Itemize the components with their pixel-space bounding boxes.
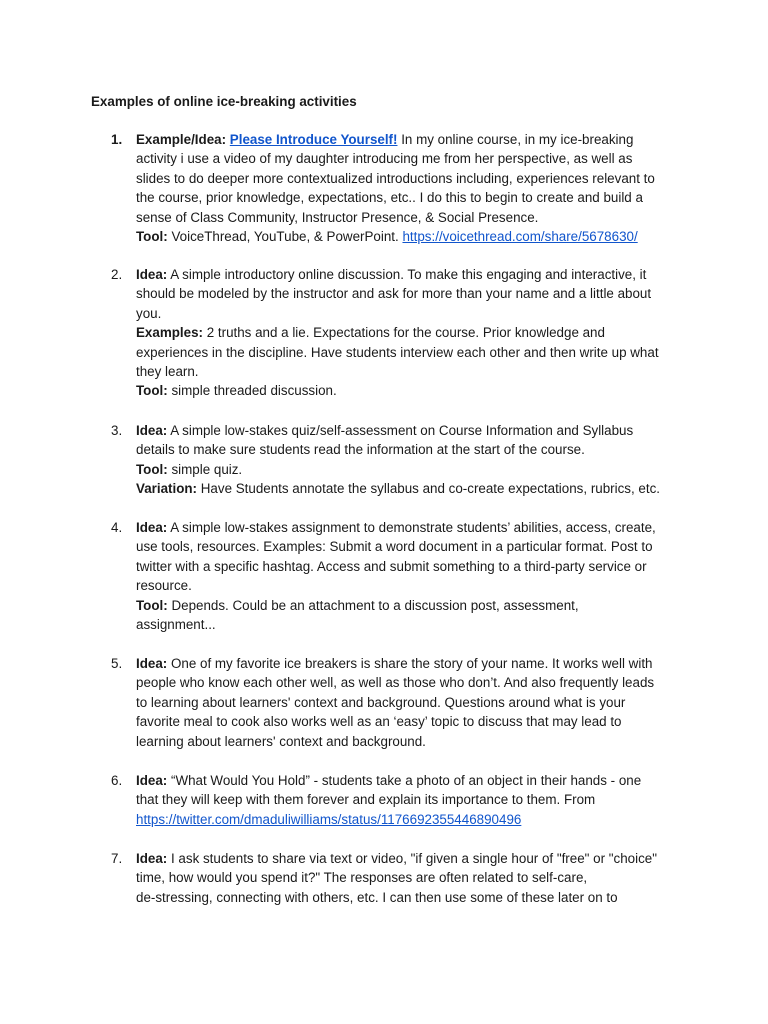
item-line: [136, 130, 696, 149]
document-title: Examples of online ice-breaking activities: [91, 94, 357, 109]
list-item: [111, 771, 696, 829]
tool-label: Tool:: [136, 383, 168, 399]
item-line: they learn.: [136, 364, 199, 380]
tool-label: Tool:: [136, 597, 168, 613]
item-line: favorite meal to cook also works well as an ‘easy’ topic to discuss that may lead to: [136, 714, 622, 730]
tool-text: Depends. Could be an attachment to a discussion post, assessment,: [167, 597, 579, 613]
item-line: people who know each other well, as well as those who don’t. And also frequently leads: [136, 675, 655, 691]
please-introduce-yourself-link[interactable]: Please Introduce Yourself!: [229, 132, 398, 147]
twitter-link[interactable]: https://twitter.com/dmaduliwilliams/status/1176692355446890496: [136, 811, 522, 827]
item-label: Idea:: [136, 520, 168, 535]
tool-text: VoiceThread, YouTube, & PowerPoint.: [167, 229, 403, 245]
item-line: should be modeled by the instructor and ask for more than your name and a little about: [136, 286, 652, 302]
item-number: 7.: [111, 851, 123, 866]
item-line: [136, 381, 696, 400]
item-number: 4.: [111, 520, 123, 535]
item-line: details to make sure students read the information at the start of the course.: [136, 442, 585, 458]
item-number: 1.: [111, 132, 123, 147]
item-text: In my online course, in my ice-breaking: [397, 132, 634, 147]
list-item: [111, 421, 696, 499]
item-text: “What Would You Hold” - students take a photo of an object in their hands - one: [167, 773, 642, 788]
item-line: to learning about learners' context and background. Questions around what is your: [136, 694, 626, 710]
examples-label: Examples:: [136, 325, 203, 341]
tool-label: Tool:: [136, 229, 168, 245]
item-line: that they will keep with them forever and explain its importance to them. From: [136, 792, 596, 808]
item-label: Idea:: [136, 773, 168, 788]
voicethread-link[interactable]: https://voicethread.com/share/5678630/: [402, 229, 638, 245]
item-line: [136, 421, 696, 440]
item-number: 3.: [111, 423, 123, 438]
item-line: you.: [136, 305, 162, 321]
item-line: [136, 265, 696, 284]
item-line: time, how would you spend it?" The responses are often related to self-care,: [136, 870, 588, 886]
item-line: [136, 479, 696, 498]
list-item: [111, 654, 696, 751]
list-item: [111, 849, 696, 907]
item-line: resource.: [136, 578, 192, 594]
item-line: use tools, resources. Examples: Submit a word document in a particular format. Post to: [136, 539, 653, 555]
tool-text: simple quiz.: [167, 461, 243, 477]
item-label: Idea:: [136, 851, 168, 866]
tool-text: simple threaded discussion.: [167, 383, 337, 399]
item-line: experiences in the discipline. Have students interview each other and then write up what: [136, 344, 659, 360]
item-line: [136, 810, 696, 829]
item-line: [136, 849, 696, 868]
item-number: 6.: [111, 773, 123, 788]
item-line: [136, 518, 696, 537]
item-line: activity i use a video of my daughter introducing me from her perspective, as well as: [136, 151, 633, 167]
item-number: 2.: [111, 267, 123, 282]
item-line: slides to do deeper more contextualized introductions including, experiences relevant to: [136, 170, 655, 186]
list-item: [111, 518, 696, 634]
variation-label: Variation:: [136, 481, 198, 497]
item-line: sense of Class Community, Instructor Presence, & Social Presence.: [136, 209, 539, 225]
item-number: 5.: [111, 656, 123, 671]
item-text: One of my favorite ice breakers is share the story of your name. It works well with: [167, 656, 653, 671]
item-line: the course, prior knowledge, expectations, etc.. I do this to begin to create and build a: [136, 190, 643, 206]
variation-text: Have Students annotate the syllabus and co-create expectations, rubrics, etc.: [197, 481, 661, 497]
item-text: A simple low-stakes assignment to demonstrate students’ abilities, access, create,: [167, 520, 656, 535]
item-line: twitter with a specific hashtag. Access and submit something to a third-party service or: [136, 558, 647, 574]
item-label: Example/Idea:: [136, 132, 227, 147]
examples-text: 2 truths and a lie. Expectations for the course. Prior knowledge and: [203, 325, 605, 341]
list-item: [111, 265, 696, 401]
item-line: learning about learners' context and background.: [136, 733, 426, 749]
item-line: [136, 596, 696, 615]
item-line: [136, 654, 696, 673]
list-item: [111, 130, 696, 246]
item-label: Idea:: [136, 423, 168, 438]
item-label: Idea:: [136, 656, 168, 671]
item-line: assignment...: [136, 617, 216, 633]
item-line: [136, 460, 696, 479]
item-line: [136, 227, 696, 246]
item-text: I ask students to share via text or video, "if given a single hour of "free" or "choice": [167, 851, 657, 866]
item-text: A simple low-stakes quiz/self-assessment on Course Information and Syllabus: [167, 423, 634, 438]
tool-label: Tool:: [136, 461, 168, 477]
item-line: [136, 771, 696, 790]
item-text: A simple introductory online discussion. To make this engaging and interactive, it: [167, 267, 647, 282]
item-line: de-stressing, connecting with others, etc. I can then use some of these later on to: [136, 889, 618, 905]
item-line: [136, 323, 696, 342]
item-label: Idea:: [136, 267, 168, 282]
